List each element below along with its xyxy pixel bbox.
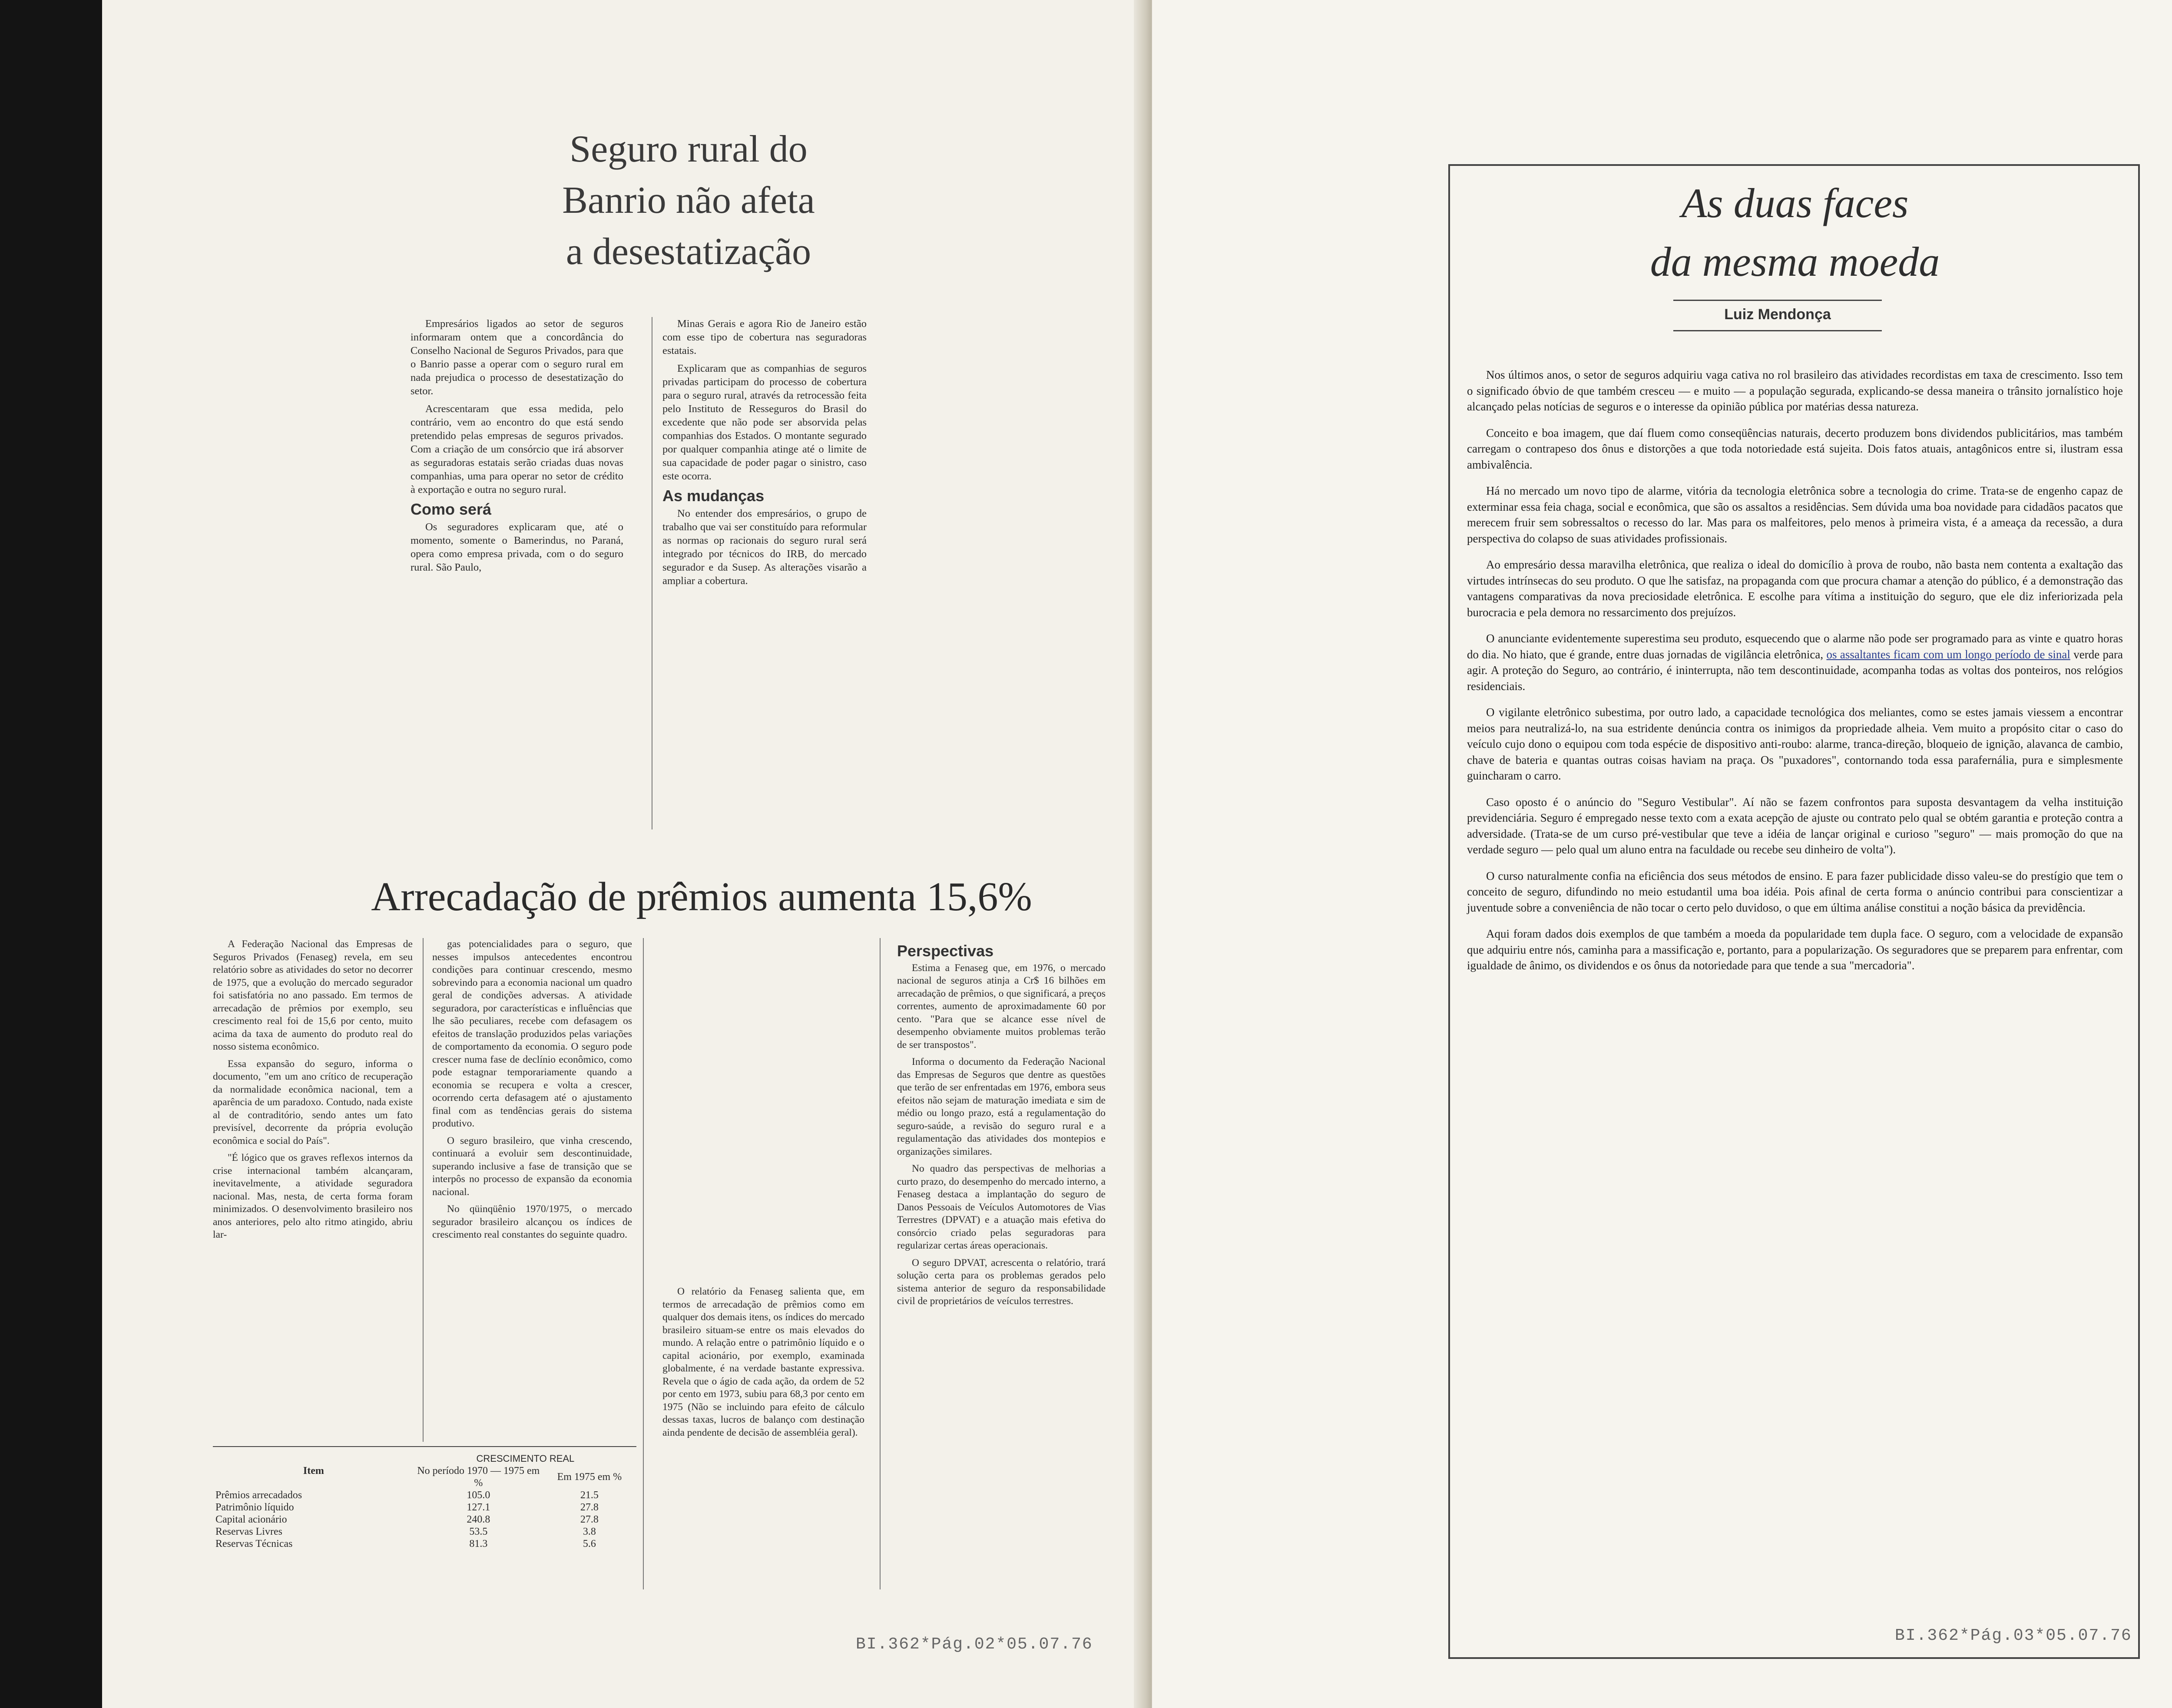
table-header-row [213,1453,636,1465]
paragraph: Há no mercado um novo tipo de alarme, vitória da tecnologia eletrônica sobre a tecnologia do crime. Trata-se de engenho capaz de exterminar essa feia chaga, social e econômica, que são os assaltos a residências. Sem dúvida uma boa novidade para cidadãos pacatos que merecem fruir sem sobressaltos o recesso do lar. Mas para os malfeitores, pelo menos à primeira vista, é a ameaça da recessão, a dura perspectiva do colapso de suas atividades profissionais. [1467,484,2123,545]
paragraph: Caso oposto é o anúncio do "Seguro Vestibular". Aí não se fazem confrontos para suposta desvantagem da velha instituição previdenciária. Seguro é empregado nesse texto com a exata acepção de ajuste ou contrato pelo qual se obtém garantia e proteção contra a adversidade. (Trata-se de um curso pré-vestibular que teve a idéia de lançar original e curioso "seguro" — mais promoção do que na verdade seguro — pelo qual um aluno entra na faculdade ou recebe seu dinheiro de volta"). [1467,795,2123,856]
paragraph: Empresários ligados ao setor de seguros informaram ontem que a concordância do Conselho Nacional de Seguros Privados, para que o Banrio passe a operar com o seguro rural em nada prejudica o processo de desestatização do setor. [411,318,623,397]
paragraph: Acrescentaram que essa medida, pelo contrário, vem ao encontro do que está sendo pretendido pelas empresas de seguros privados. Com a criação de um consórcio que irá absorver as seguradoras estatais serão criadas duas novas companhias, uma para operar no setor de crédito à exportação e outra no seguro rural. [411,403,623,496]
table-header-item: Item [303,1465,324,1477]
paragraph: No qüinqüênio 1970/1975, o mercado segurador brasileiro alcançou os índices de crescimento real constantes do seguinte quadro. [432,1203,632,1240]
table-cell-item: Prêmios arrecadados [215,1490,302,1501]
highlighted-text: os assaltantes ficam com um longo período de sinal [1826,648,2070,661]
byline: Luiz Mendonça [1724,306,1831,323]
left-page [102,0,1149,1708]
table-header-year: Em 1975 em % [557,1471,622,1483]
table-cell-year: 27.8 [580,1514,599,1525]
table-cell-period: 127.1 [467,1502,490,1513]
paragraph: A Federação Nacional das Empresas de Seguros Privados (Fenaseg) revela, em seu relatório sobre as atividades do setor no decorrer de 1975, que a evolução do mercado segurador foi satisfatória no ano passado. Em termos de arrecadação de prêmios por exemplo, seu crescimento real foi de 15,6 por cento, muito acima da taxa de aumento do produto real do nosso sistema econômico. [213,938,413,1052]
table-cell-item: Patrimônio líquido [215,1502,294,1513]
table-cell-year: 3.8 [583,1526,596,1537]
table-row [213,1513,636,1526]
paragraph: O vigilante eletrônico subestima, por outro lado, a capacidade tecnológica dos meliantes, como se estes jamais viessem a encontrar meios para neutralizá-lo, na sua estridente denúncia contra os inimigos da propriedade alheia. Vem muito a propósito citar o caso do veículo cujo dono o equipou com toda espécie de dispositivo anti-roubo: alarme, tranca-direção, bloqueio de ignição, alavanca de cambio, chave de bateria e quantas outras coisas haviam na praça. Os "puxadores", contornando toda essa parafernália, pura e simplesmente guincharam o carro. [1467,706,2123,782]
paragraph: Conceito e boa imagem, que daí fluem como conseqüências naturais, decerto produzem bons dividendos publicitários, mas também carregam o contrapeso dos ônus e distorções a que toda notoriedade está sujeita. Dois fatos atuais, antagônicos entre si, ilustram essa ambivalência. [1467,426,2123,471]
table-header-period: No período 1970 — 1975 em % [417,1465,540,1489]
text: verde para agir. A proteção do Seguro, ao contrário, é ininterrupta, não tem descontinuidade, acompanha todas as voltas dos ponteiros, nos relógios residenciais. [1467,648,2123,693]
column-divider [880,938,881,1589]
subheading-as-mudancas: As mudanças [662,487,765,505]
paragraph: Ao empresário dessa maravilha eletrônica, que realiza o ideal do domicílio à prova de roubo, não basta nem contenta a exaltação das virtudes intrínsecas do seu produto. O que lhe satisfaz, na propaganda com que procura chamar a atenção do público, é a demonstração das vantagens comparativas da nova preciosidade eletrônica. E escolhe para vítima a instituição do seguro, que ele diz inferiorizada pela burocracia e pela demora no ressarcimento dos prejuízos. [1467,558,2123,619]
paragraph-with-highlight [1467,631,2123,694]
article1-headline-line: Banrio não afeta [562,179,815,221]
article1-headline-line: Seguro rural do [569,128,808,170]
byline-bottom-rule [1673,330,1882,331]
table-row [213,1526,636,1538]
paragraph: Informa o documento da Federação Nacional das Empresas de Seguros que dentre as questões que terão de ser enfrentadas em 1976, embora seus efeitos não sejam de maturação imediata e sim de médio ou longo prazo, está a regulamentação do seguro-saúde, a revisão do seguro rural e a regulamentação das atividades dos montepios e organizações similares. [897,1056,1106,1157]
table-cell-period: 240.8 [467,1514,490,1525]
growth-table [213,1453,636,1550]
table-cell-item: Reservas Técnicas [215,1538,293,1549]
article-headline [1465,174,2125,291]
article2-headline: Arrecadação de prêmios aumenta 15,6% [371,874,1032,919]
article-headline-line: As duas faces [1681,180,1909,226]
paragraph: O curso naturalmente confia na eficiência dos seus métodos de ensino. E para fazer publicidade disso valeu-se do prestígio que tem o conceito de seguro, difundindo no meio estudantil uma boa idéia. Pois afinal de certa forma o anúncio contribui para conscientizar a juventude sobre a conveniência de não tocar o certo pelo duvidoso, o que em última análise constitui a noção básica da previdência. [1467,869,2123,914]
column-divider [423,938,424,1442]
table-cell-period: 81.3 [469,1538,488,1549]
right-page-footer: BI.362*Pág.03*05.07.76 [1895,1626,2132,1645]
paragraph: Minas Gerais e agora Rio de Janeiro estão com esse tipo de cobertura nas seguradoras estatais. [662,318,867,357]
article2-column-3 [662,1285,864,1444]
table-row [213,1489,636,1501]
article2-column-2 [432,938,632,1246]
left-page-footer: BI.362*Pág.02*05.07.76 [856,1635,1093,1654]
article1-headline [463,124,914,278]
byline-top-rule [1673,300,1882,301]
article-headline-line: da mesma moeda [1650,238,1940,285]
paragraph: "É lógico que os graves reflexos internos da crise internacional também alcançaram, inevitavelmente, a atividade seguradora nacional. Mas, nesta, de certa forma foram minimizados. O desenvolvimento brasileiro nos anos anteriores, pelo alto ritmo atingido, abriu lar- [213,1152,413,1240]
table-row [213,1538,636,1550]
paragraph: No entender dos empresários, o grupo de trabalho que vai ser constituído para reformular as normas op racionais do seguro rural será integrado por técnicos do IRB, do mercado segurador e da Susep. As alterações visarão a ampliar a cobertura. [662,508,867,587]
article2-column-4 [897,942,1106,1312]
paragraph: Nos últimos anos, o setor de seguros adquiriu vaga cativa no rol brasileiro das atividades recordistas em taxa de crescimento. Isso tem o significado óbvio de que também cresceu — e muito — a população segurada, explicando-se dessa maneira o trânsito jornalístico hoje alcançado pelas notícias de seguros e o interesse da opinião pública por matérias dessa natureza. [1467,368,2123,413]
table-cell-year: 5.6 [583,1538,596,1549]
text: O anunciante evidentemente superestima seu produto, esquecendo que o alarme não pode ser programado para as vinte e quatro horas do dia. No hiato, que é grande, entre duas jornadas de vigilância eletrônica, [1467,632,2123,661]
article1-column-2 [662,317,867,592]
paragraph: Explicaram que as companhias de seguros privadas participam do processo de cobertura para o seguro rural, através da retrocessão feita pelo Instituto de Resseguros do Brasil do excedente que não pode ser absorvida pelas companhias dos Estados. O montante segurado por qualquer companhia atinge até o limite de sua capacidade de poder pagar o sinistro, caso este ocorra. [662,363,867,482]
article-body [1467,367,2123,984]
paragraph: Estima a Fenaseg que, em 1976, o mercado nacional de seguros atinja a Cr$ 16 bilhões em arrecadação de prêmios, o que significará, a preços correntes, aumento de aproximadamente 60 por cento. "Para que se alcance esse nível de desempenho obviamente muitos problemas terão de ser transpostos". [897,962,1106,1051]
subheading-como-sera: Como será [411,500,492,518]
paragraph: gas potencialidades para o seguro, que nesses impulsos antecedentes encontrou condições para continuar crescendo, mesmo sobrevindo para a economia nacional um quadro geral de condições adversas. A atividade seguradora, por características e influências que lhe são peculiares, recebe com defasagem os efeitos de translação produzidos pelas variações de comportamento da economia. O seguro pode crescer numa fase de declínio econômico, como pode estagnar temporariamente quando a economia se recupera e volta a crescer, ocorrendo certa defasagem até o ajustamento final com as tendências gerais do sistema produtivo. [432,938,632,1129]
paragraph: Os seguradores explicaram que, até o momento, somente o Bamerindus, no Paraná, opera como empresa privada, com o do seguro rural. São Paulo, [411,521,623,573]
article1-column-1 [411,317,623,578]
table-row [213,1501,636,1513]
table-top-rule [213,1446,636,1447]
table-cell-item: Capital acionário [215,1514,287,1525]
paragraph: Essa expansão do seguro, informa o documento, "em um ano crítico de recuperação da normalidade econômica nacional, tem a aparência de um paradoxo. Contudo, nada existe al de contraditório, sendo antes um fato previsível, decorrente da própria evolução econômica e social do País". [213,1058,413,1146]
table-cell-item: Reservas Livres [215,1526,282,1537]
article2-column-1 [213,938,413,1246]
table-cell-period: 105.0 [467,1490,490,1501]
table-cell-year: 27.8 [580,1502,599,1513]
paragraph: O relatório da Fenaseg salienta que, em termos de arrecadação de prêmios como em qualquer dos demais itens, os índices do mercado brasileiro situam-se entre os mais elevados do mundo. A relação entre o patrimônio líquido e o capital acionário, por exemplo, examinada globalmente, é na verdade bastante expressiva. Revela que o ágio de cada ação, da ordem de 52 por cento em 1973, subiu para 68,3 por cento em 1975 (Não se incluindo para efeito de cálculo dessas taxas, lucros de balanço com destinação ainda pendente de decisão de assembléia geral). [662,1286,864,1438]
paragraph: Aqui foram dados dois exemplos de que também a moeda da popularidade tem dupla face. O seguro, com a velocidade de expansão que adquiriu entre nós, caminha para a massificação e, portanto, para a popularização. Os seguradores que se preparem para enfrentar, com igualdade de ânimo, os dividendos e os ônus da notoriedade para que tende a sua "mercadoria". [1467,927,2123,972]
right-page [1152,0,2172,1708]
table-cell-period: 53.5 [469,1526,488,1537]
paragraph: No quadro das perspectivas de melhorias a curto prazo, do desempenho do mercado interno, a Fenaseg destaca a implantação do seguro de Danos Pessoais de Veículos Automotores de Vias Terrestres (DPVAT) e a atuação mais efetiva do consórcio criado pelas seguradoras para regularizar certas áreas operacionais. [897,1163,1106,1251]
paragraph: O seguro DPVAT, acrescenta o relatório, trará solução certa para os problemas gerados pelo sistema anterior de seguro da responsabilidade civil de proprietários de veículos terrestres. [897,1257,1106,1307]
table-cell-year: 21.5 [580,1490,599,1501]
column-divider [643,938,644,1589]
table-header-group: CRESCIMENTO REAL [476,1453,575,1464]
article1-headline-line: a desestatização [566,231,811,273]
paragraph: O seguro brasileiro, que vinha crescendo, continuará a evoluir sem descontinuidade, superando inclusive a fase de transição que se interpôs no processo de expansão da economia nacional. [432,1135,632,1198]
subheading-perspectivas: Perspectivas [897,942,994,960]
